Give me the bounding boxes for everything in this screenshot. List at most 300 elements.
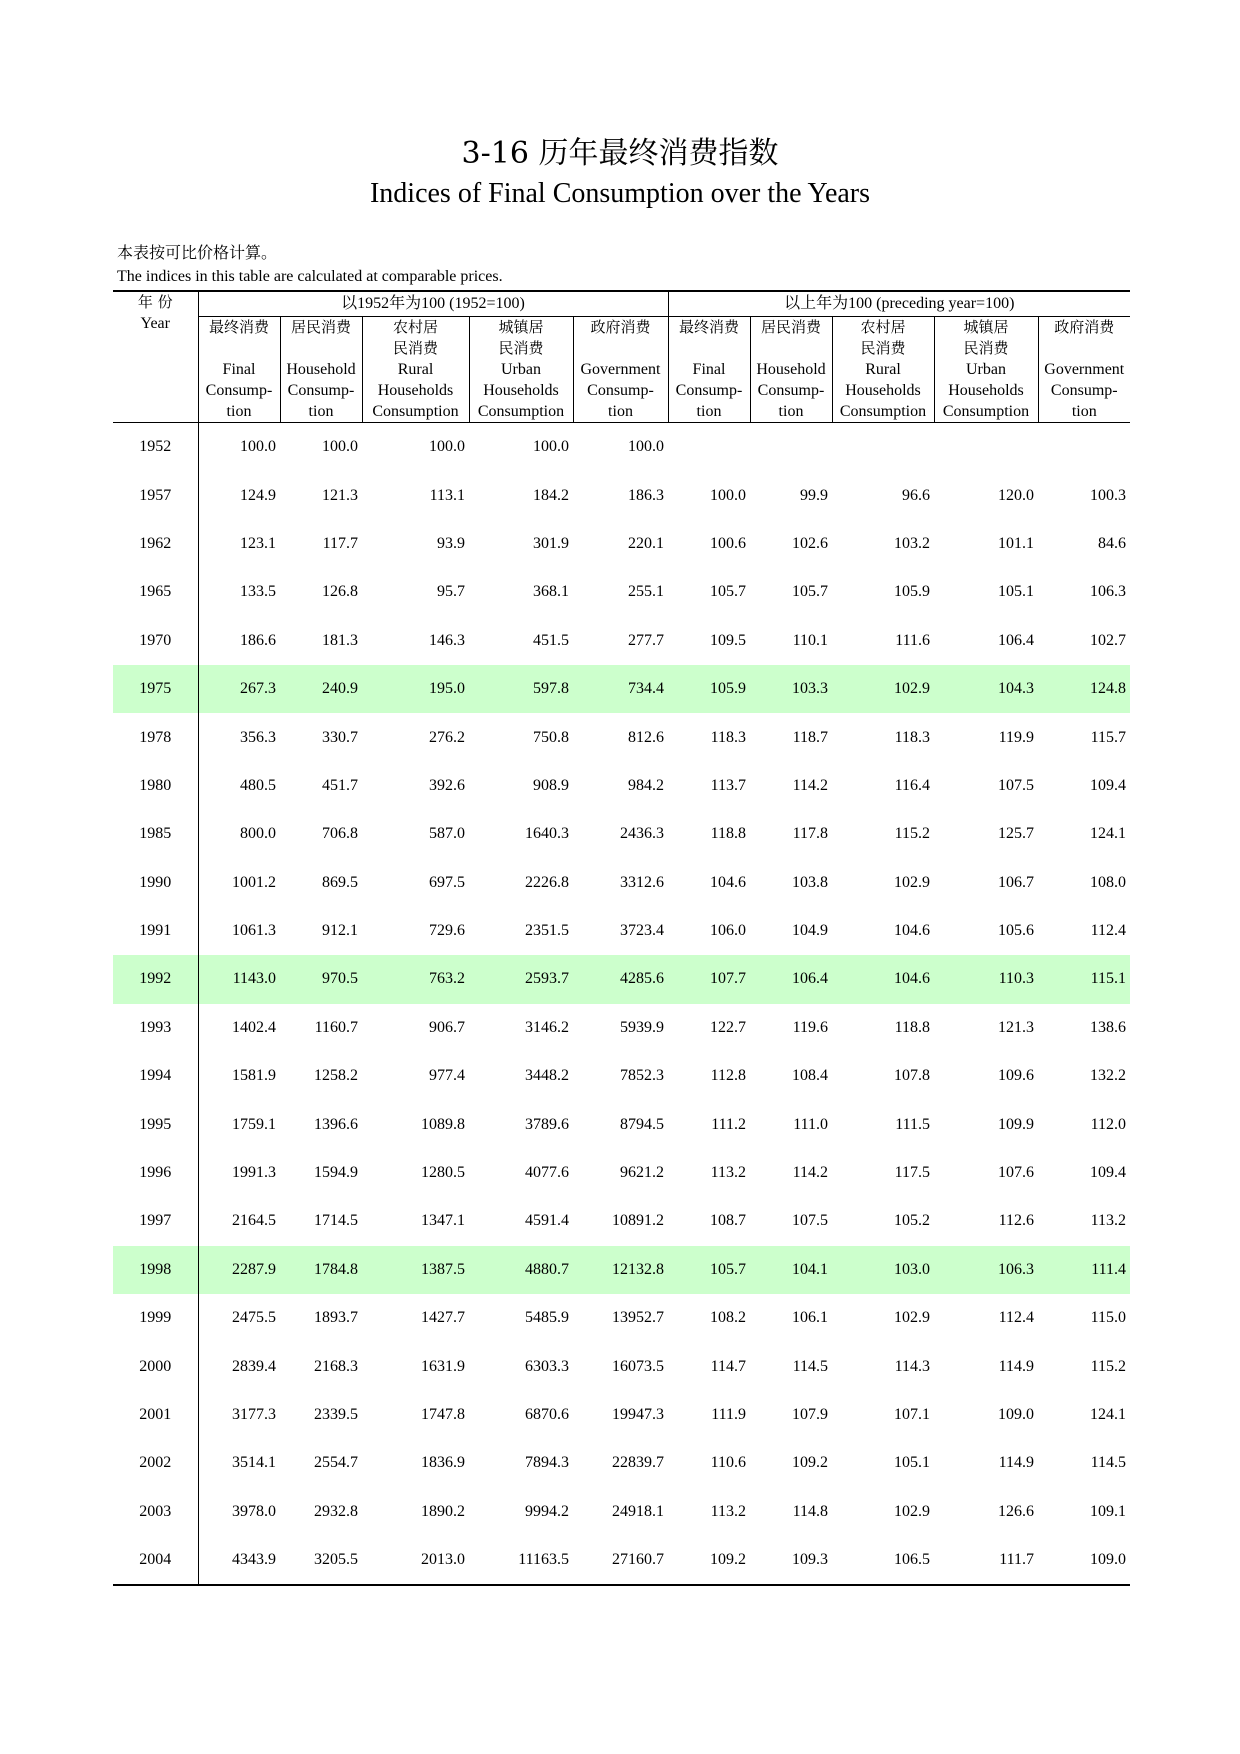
value-cell: 109.0 <box>998 1406 1034 1423</box>
value-cell: 1280.5 <box>421 1164 465 1182</box>
value-cell: 2932.8 <box>314 1502 358 1520</box>
value-cell: 118.8 <box>710 825 746 843</box>
value-cell: 122.7 <box>710 1018 746 1036</box>
year-cell: 2003 <box>113 1488 198 1536</box>
column-header-cn: 政府消费 <box>590 318 651 336</box>
value-cell: 729.6 <box>429 922 465 940</box>
year-cell: 1995 <box>113 1100 198 1148</box>
column-header-en: Urban <box>966 361 1006 378</box>
value-cell: 3789.6 <box>525 1115 569 1133</box>
value-cell <box>1038 423 1130 472</box>
value-cell: 111.4 <box>1038 1246 1130 1294</box>
value-cell: 114.7 <box>710 1357 746 1375</box>
value-cell: 113.2 <box>710 1164 746 1182</box>
column-header-en: Rural <box>865 361 901 378</box>
value-cell: 109.9 <box>998 1115 1034 1133</box>
value-cell: 104.9 <box>792 922 828 940</box>
table-row <box>113 1294 1130 1342</box>
column-header <box>934 317 1038 423</box>
value-cell: 106.3 <box>1090 583 1127 601</box>
value-cell: 181.3 <box>322 631 358 649</box>
value-cell: 105.1 <box>894 1454 930 1472</box>
column-header-cn: 民消费 <box>963 339 1009 357</box>
value-cell: 19947.3 <box>612 1406 664 1423</box>
value-cell: 184.2 <box>533 486 569 504</box>
value-cell: 106.1 <box>792 1309 828 1327</box>
value-cell: 195.0 <box>362 665 469 713</box>
value-cell: 105.6 <box>998 922 1034 940</box>
value-cell: 111.9 <box>711 1406 746 1423</box>
value-cell: 114.3 <box>894 1357 930 1375</box>
value-cell: 240.9 <box>280 665 362 713</box>
column-header-en: Rural <box>397 361 434 378</box>
column-header-cn: 民消费 <box>860 339 906 357</box>
value-cell <box>668 423 750 472</box>
value-cell: 106.5 <box>832 1536 934 1585</box>
value-cell: 138.6 <box>1090 1018 1127 1036</box>
value-cell: 276.2 <box>429 728 465 746</box>
value-cell: 121.3 <box>322 486 358 504</box>
year-cell: 1952 <box>113 423 198 472</box>
value-cell: 6303.3 <box>525 1357 569 1375</box>
value-cell: 104.6 <box>832 955 934 1003</box>
value-cell: 104.6 <box>710 873 746 891</box>
column-header-cn <box>574 338 668 359</box>
value-cell: 102.9 <box>894 873 930 891</box>
value-cell: 1061.3 <box>232 922 276 940</box>
value-cell: 2593.7 <box>469 955 573 1003</box>
value-cell: 2339.5 <box>314 1406 358 1423</box>
value-cell: 109.4 <box>1090 1164 1127 1182</box>
value-cell: 125.7 <box>998 825 1034 843</box>
value-cell: 4880.7 <box>469 1246 573 1294</box>
column-header-en: tion <box>308 403 334 420</box>
table-row <box>113 955 1130 1003</box>
column-header-cn <box>281 338 362 359</box>
value-cell: 103.8 <box>792 873 828 891</box>
value-cell: 104.6 <box>894 922 930 940</box>
value-cell: 356.3 <box>240 728 276 746</box>
value-cell: 2436.3 <box>620 825 664 843</box>
value-cell: 107.5 <box>998 776 1034 794</box>
value-cell: 103.3 <box>750 665 832 713</box>
value-cell: 1836.9 <box>421 1454 465 1472</box>
column-header-cn: 城镇居 <box>498 318 544 336</box>
table-row <box>113 1197 1130 1245</box>
value-cell: 113.2 <box>1090 1212 1127 1230</box>
value-cell: 734.4 <box>573 665 668 713</box>
value-cell: 133.5 <box>240 583 276 601</box>
value-cell: 107.7 <box>668 955 750 1003</box>
year-cell: 2001 <box>113 1391 198 1439</box>
value-cell: 118.8 <box>894 1018 930 1036</box>
value-cell: 100.0 <box>322 438 358 456</box>
column-header-en: Households <box>377 382 454 399</box>
column-header <box>668 317 750 423</box>
table-body <box>113 423 1130 1586</box>
value-cell: 4343.9 <box>198 1536 280 1585</box>
column-header <box>198 317 280 423</box>
value-cell: 106.4 <box>750 955 832 1003</box>
column-header-en: Households <box>948 382 1024 399</box>
value-cell: 2168.3 <box>314 1357 358 1375</box>
value-cell: 102.9 <box>894 1502 930 1520</box>
page-title-cn: 3-16 历年最终消费指数 <box>461 136 779 171</box>
value-cell: 113.7 <box>710 776 746 794</box>
year-cell: 1996 <box>113 1149 198 1197</box>
table-row <box>113 1149 1130 1197</box>
year-cell: 1997 <box>113 1197 198 1245</box>
value-cell: 114.8 <box>792 1502 828 1520</box>
year-cell: 1992 <box>113 955 198 1003</box>
column-header <box>750 317 832 423</box>
table-row <box>113 423 1130 472</box>
value-cell: 3514.1 <box>232 1454 276 1472</box>
value-cell: 5939.9 <box>620 1018 664 1036</box>
value-cell: 109.2 <box>792 1454 828 1472</box>
value-cell: 267.3 <box>198 665 280 713</box>
value-cell: 132.2 <box>1090 1067 1127 1085</box>
value-cell: 119.9 <box>998 728 1034 746</box>
value-cell: 111.7 <box>934 1536 1038 1585</box>
value-cell: 3312.6 <box>620 873 664 891</box>
value-cell: 277.7 <box>628 631 664 649</box>
column-header-cn: 居民消费 <box>290 318 351 336</box>
value-cell: 117.8 <box>792 825 828 843</box>
column-header-cn: 农村居 <box>392 318 438 336</box>
column-header-en: Household <box>756 361 826 378</box>
value-cell: 1347.1 <box>421 1212 465 1230</box>
value-cell: 1784.8 <box>280 1246 362 1294</box>
value-cell: 95.7 <box>437 583 465 601</box>
group-header-preceding-year: 以上年为100 (preceding year=100) <box>668 291 1130 317</box>
table-row <box>113 1391 1130 1439</box>
value-cell: 22839.7 <box>612 1454 664 1472</box>
value-cell: 109.4 <box>1090 776 1127 794</box>
column-header-cn: 政府消费 <box>1054 318 1115 336</box>
column-header <box>832 317 934 423</box>
value-cell: 126.8 <box>322 583 358 601</box>
value-cell: 13952.7 <box>612 1309 664 1327</box>
value-cell: 99.9 <box>800 486 828 504</box>
value-cell: 107.1 <box>894 1406 930 1423</box>
column-header-cn: 农村居 <box>860 318 906 336</box>
value-cell: 11163.5 <box>469 1536 573 1585</box>
value-cell: 5485.9 <box>525 1309 569 1327</box>
table-row <box>113 1246 1130 1294</box>
value-cell: 107.8 <box>894 1067 930 1085</box>
value-cell: 110.1 <box>792 631 828 649</box>
value-cell: 114.9 <box>998 1357 1034 1375</box>
value-cell: 255.1 <box>628 583 664 601</box>
value-cell: 4285.6 <box>573 955 668 1003</box>
table-row <box>113 1536 1130 1585</box>
value-cell: 763.2 <box>362 955 469 1003</box>
value-cell: 24918.1 <box>612 1502 664 1520</box>
value-cell: 111.6 <box>895 631 930 649</box>
value-cell: 103.2 <box>894 534 930 552</box>
value-cell: 119.6 <box>792 1018 828 1036</box>
table-row <box>113 1488 1130 1536</box>
value-cell: 110.3 <box>934 955 1038 1003</box>
value-cell: 451.5 <box>533 631 569 649</box>
table-row <box>113 1439 1130 1487</box>
year-cell: 1990 <box>113 859 198 907</box>
column-header-cn: 最终消费 <box>208 318 269 336</box>
column-header <box>469 317 573 423</box>
column-header-en: tion <box>608 403 633 420</box>
value-cell: 8794.5 <box>620 1115 664 1133</box>
column-header-cn: 最终消费 <box>678 318 739 336</box>
column-header-en: Consump- <box>587 382 654 399</box>
value-cell: 107.9 <box>792 1406 828 1423</box>
value-cell: 115.1 <box>1038 955 1130 1003</box>
value-cell: 1160.7 <box>314 1018 358 1036</box>
value-cell: 113.2 <box>710 1502 746 1520</box>
value-cell: 105.7 <box>668 1246 750 1294</box>
value-cell: 114.5 <box>1090 1454 1127 1472</box>
value-cell: 1402.4 <box>232 1018 276 1036</box>
consumption-index-table <box>113 290 1130 1586</box>
value-cell: 118.7 <box>792 728 828 746</box>
value-cell: 105.9 <box>668 665 750 713</box>
value-cell: 120.0 <box>998 486 1034 504</box>
value-cell: 1640.3 <box>525 825 569 843</box>
value-cell: 1759.1 <box>232 1115 276 1133</box>
year-cell: 1999 <box>113 1294 198 1342</box>
value-cell: 100.0 <box>533 438 569 456</box>
value-cell: 107.6 <box>998 1164 1034 1182</box>
value-cell: 105.1 <box>998 583 1034 601</box>
value-cell: 706.8 <box>322 825 358 843</box>
column-header-en: Consump- <box>287 382 355 399</box>
value-cell: 16073.5 <box>612 1357 664 1375</box>
value-cell: 4077.6 <box>525 1164 569 1182</box>
value-cell: 106.0 <box>710 922 746 940</box>
year-cell: 1980 <box>113 762 198 810</box>
year-cell: 2000 <box>113 1342 198 1390</box>
value-cell: 869.5 <box>322 873 358 891</box>
value-cell: 84.6 <box>1098 534 1127 552</box>
value-cell: 100.0 <box>628 438 664 456</box>
value-cell: 2164.5 <box>232 1212 276 1230</box>
value-cell: 106.4 <box>998 631 1034 649</box>
year-cell: 1962 <box>113 520 198 568</box>
value-cell <box>934 423 1038 472</box>
column-header-en: tion <box>1071 403 1097 420</box>
value-cell: 3448.2 <box>525 1067 569 1085</box>
value-cell: 126.6 <box>998 1502 1034 1520</box>
value-cell: 100.6 <box>710 534 746 552</box>
value-cell: 1258.2 <box>314 1067 358 1085</box>
value-cell: 1387.5 <box>362 1246 469 1294</box>
year-cell: 2002 <box>113 1439 198 1487</box>
value-cell: 2226.8 <box>525 873 569 891</box>
value-cell: 111.0 <box>793 1115 828 1133</box>
value-cell: 105.7 <box>710 583 746 601</box>
value-cell: 106.3 <box>934 1246 1038 1294</box>
column-header-en: Consumption <box>372 403 459 420</box>
value-cell: 108.2 <box>710 1309 746 1327</box>
note-en: The indices in this table are calculated at comparable prices. <box>117 268 503 285</box>
value-cell: 108.7 <box>710 1212 746 1230</box>
group-header-1952: 以1952年为100 (1952=100) <box>198 291 668 317</box>
table-row <box>113 762 1130 810</box>
column-header-cn: 居民消费 <box>760 318 821 336</box>
column-header-en: Consump- <box>757 382 825 399</box>
column-header-en: Government <box>580 361 661 378</box>
column-header-en: Households <box>845 382 921 399</box>
value-cell: 109.0 <box>1038 1536 1130 1585</box>
column-header-en: tion <box>778 403 804 420</box>
table-row <box>113 568 1130 616</box>
column-header <box>362 317 469 423</box>
value-cell: 1714.5 <box>314 1212 358 1230</box>
value-cell: 100.3 <box>1090 486 1127 504</box>
column-header-en: Households <box>483 382 559 399</box>
value-cell: 123.1 <box>240 534 276 552</box>
value-cell: 392.6 <box>429 776 465 794</box>
table-row <box>113 713 1130 761</box>
value-cell: 105.2 <box>894 1212 930 1230</box>
value-cell: 1890.2 <box>421 1502 465 1520</box>
value-cell: 102.7 <box>1090 631 1127 649</box>
column-header-en: Final <box>222 361 256 378</box>
table-row <box>113 520 1130 568</box>
column-header-en: Consumption <box>477 403 565 420</box>
value-cell: 124.8 <box>1038 665 1130 713</box>
value-cell: 1991.3 <box>232 1164 276 1182</box>
value-cell: 109.5 <box>710 631 746 649</box>
column-header-cn: 城镇居 <box>963 318 1009 336</box>
column-header-en: tion <box>226 403 252 420</box>
value-cell: 1001.2 <box>232 873 276 891</box>
value-cell: 96.6 <box>902 486 930 504</box>
value-cell: 93.9 <box>437 534 465 552</box>
value-cell: 220.1 <box>628 534 664 552</box>
value-cell: 750.8 <box>533 728 569 746</box>
value-cell: 2475.5 <box>232 1309 276 1327</box>
value-cell: 3723.4 <box>620 922 664 940</box>
value-cell: 102.9 <box>832 665 934 713</box>
value-cell: 2351.5 <box>525 922 569 940</box>
column-header-en: Final <box>692 361 726 378</box>
value-cell: 186.6 <box>240 631 276 649</box>
year-cell: 1991 <box>113 907 198 955</box>
value-cell: 111.2 <box>711 1115 746 1133</box>
value-cell: 112.0 <box>1090 1115 1127 1133</box>
value-cell: 121.3 <box>998 1018 1034 1036</box>
value-cell: 1747.8 <box>421 1406 465 1423</box>
value-cell: 1396.6 <box>314 1115 358 1133</box>
value-cell: 697.5 <box>429 873 465 891</box>
value-cell: 7852.3 <box>620 1067 664 1085</box>
value-cell: 105.9 <box>894 583 930 601</box>
value-cell: 124.1 <box>1090 825 1127 843</box>
value-cell: 812.6 <box>628 728 664 746</box>
value-cell: 117.7 <box>322 534 358 552</box>
value-cell: 114.2 <box>792 1164 828 1182</box>
value-cell: 100.0 <box>710 486 746 504</box>
year-cell: 1970 <box>113 617 198 665</box>
value-cell: 1893.7 <box>314 1309 358 1327</box>
value-cell: 118.3 <box>710 728 746 746</box>
value-cell: 9994.2 <box>525 1502 569 1520</box>
value-cell: 112.4 <box>998 1309 1034 1327</box>
value-cell: 115.2 <box>894 825 930 843</box>
column-header-cn <box>199 338 280 359</box>
column-header-cn: 民消费 <box>392 339 438 357</box>
year-cell: 1994 <box>113 1052 198 1100</box>
value-cell: 977.4 <box>429 1067 465 1085</box>
value-cell: 104.1 <box>750 1246 832 1294</box>
year-cell: 1998 <box>113 1246 198 1294</box>
table-row <box>113 617 1130 665</box>
value-cell: 100.0 <box>240 438 276 456</box>
year-cell: 1993 <box>113 1004 198 1052</box>
value-cell: 2839.4 <box>232 1357 276 1375</box>
column-header-en: Consump- <box>205 382 273 399</box>
value-cell: 109.1 <box>1090 1502 1127 1520</box>
value-cell: 1631.9 <box>421 1357 465 1375</box>
year-cell: 1978 <box>113 713 198 761</box>
value-cell: 480.5 <box>240 776 276 794</box>
value-cell: 800.0 <box>240 825 276 843</box>
value-cell: 105.7 <box>792 583 828 601</box>
value-cell: 3978.0 <box>232 1502 276 1520</box>
value-cell: 124.9 <box>240 486 276 504</box>
value-cell: 112.6 <box>998 1212 1034 1230</box>
value-cell: 108.4 <box>792 1067 828 1085</box>
value-cell: 3205.5 <box>280 1536 362 1585</box>
value-cell: 116.4 <box>894 776 930 794</box>
value-cell: 330.7 <box>322 728 358 746</box>
value-cell: 114.2 <box>792 776 828 794</box>
year-cell: 1965 <box>113 568 198 616</box>
table-row <box>113 1052 1130 1100</box>
value-cell: 115.7 <box>1090 728 1127 746</box>
page-title-en: Indices of Final Consumption over the Years <box>369 178 871 209</box>
note-cn: 本表按可比价格计算。 <box>117 243 278 262</box>
value-cell: 114.9 <box>998 1454 1034 1472</box>
value-cell: 101.1 <box>998 534 1034 552</box>
value-cell: 102.6 <box>792 534 828 552</box>
value-cell: 6870.6 <box>525 1406 569 1423</box>
column-header-cn <box>1039 338 1131 359</box>
year-cell: 1985 <box>113 810 198 858</box>
column-header-en: Consump- <box>675 382 743 399</box>
year-cell: 1957 <box>113 471 198 519</box>
value-cell: 111.5 <box>895 1115 930 1133</box>
value-cell: 124.1 <box>1090 1406 1127 1423</box>
value-cell <box>832 423 934 472</box>
column-header-cn <box>669 338 750 359</box>
value-cell: 587.0 <box>429 825 465 843</box>
value-cell <box>750 423 832 472</box>
value-cell: 970.5 <box>280 955 362 1003</box>
column-header-en: Household <box>286 361 356 378</box>
table-row <box>113 1004 1130 1052</box>
year-header: 年 份 Year <box>113 291 198 423</box>
value-cell: 1594.9 <box>314 1164 358 1182</box>
column-header-en: Urban <box>501 361 541 378</box>
value-cell: 115.0 <box>1090 1309 1127 1327</box>
value-cell: 597.8 <box>469 665 573 713</box>
column-header-en: Consumption <box>839 403 927 420</box>
value-cell: 906.7 <box>429 1018 465 1036</box>
value-cell: 118.3 <box>894 728 930 746</box>
value-cell: 1427.7 <box>421 1309 465 1327</box>
